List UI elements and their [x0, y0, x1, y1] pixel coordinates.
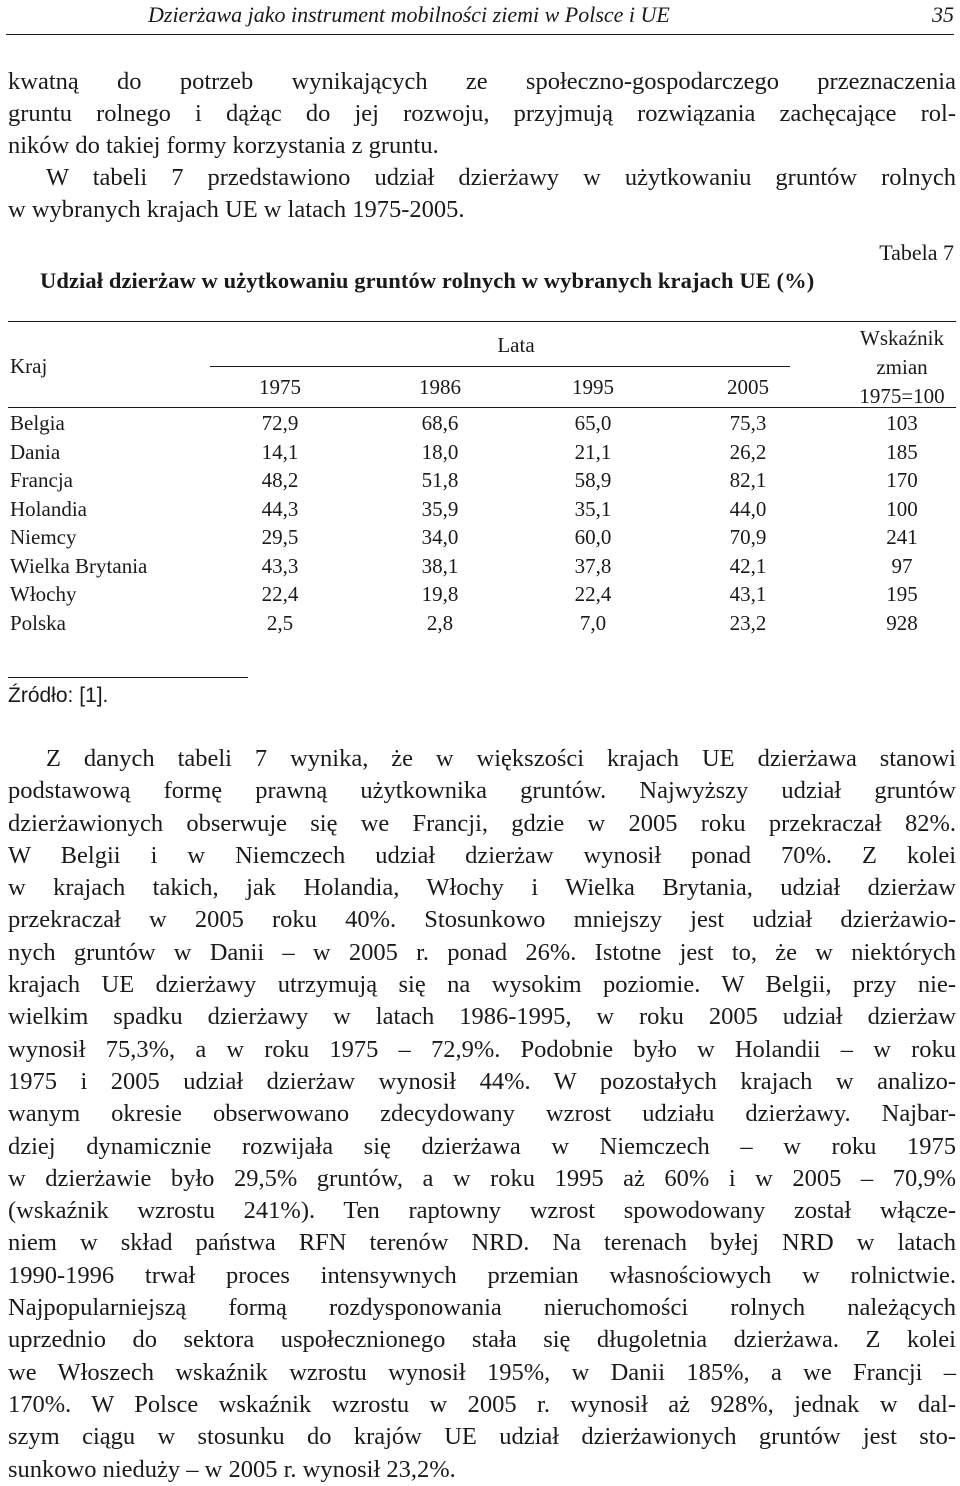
text-line: szym ciągu w stosunku do krajów UE udział dzierżawionych gruntów jest sto- — [8, 1423, 956, 1451]
table-title: Udział dzierżaw w użytkowaniu gruntów rolnych w wybranych krajach UE (%) — [40, 268, 815, 293]
text-line: dzierżawionych obserwuje się we Francji, gdzie w 2005 roku przekraczał 82%. — [8, 809, 956, 837]
cell-country: Polska — [10, 610, 67, 635]
cell-value: 22,4 — [574, 582, 612, 606]
cell-value: 42,1 — [729, 553, 767, 578]
text-line: nych gruntów w Danii – w 2005 r. ponad 26%. Istotne jest to, że w niektórych — [8, 938, 956, 966]
header-year: 1975 — [259, 375, 301, 399]
cell-country: Francja — [10, 468, 73, 492]
cell-index: 241 — [886, 525, 918, 549]
cell-value: 75,3 — [729, 411, 767, 435]
header-country: Kraj — [10, 354, 48, 378]
text-line: w wybranych krajach UE w latach 1975-2005. — [8, 196, 465, 223]
cell-value: 82,1 — [729, 468, 767, 492]
cell-country: Niemcy — [10, 525, 77, 549]
cell-value: 70,9 — [729, 525, 767, 549]
source-rule — [8, 677, 248, 678]
cell-country: Wielka Brytania — [10, 553, 148, 578]
running-title: Dzierżawa jako instrument mobilności ziemi w Polsce i UE — [148, 2, 670, 27]
cell-value: 21,1 — [574, 439, 612, 464]
cell-value: 18,0 — [421, 439, 459, 464]
header-index: Wskaźnik — [860, 326, 944, 350]
years-rule — [210, 366, 790, 367]
cell-country: Belgia — [10, 411, 65, 435]
cell-country: Włochy — [10, 582, 77, 606]
cell-value: 35,9 — [421, 496, 459, 521]
text-line: niem w skład państwa RFN terenów NRD. Na terenach byłej NRD w latach — [8, 1229, 956, 1257]
text-line: uprzednio do sektora uspołecznionego stała się długoletnia dzierżawa. Z kolei — [8, 1326, 956, 1354]
text-line: 1975 i 2005 udział dzierżaw wynosił 44%. W pozostałych krajach w analizo- — [8, 1067, 956, 1095]
text-line: w krajach takich, jak Holandia, Włochy i Wielka Brytania, udział dzierżaw — [8, 874, 956, 902]
cell-index: 185 — [886, 439, 918, 464]
text-line: przekraczał w 2005 roku 40%. Stosunkowo mniejszy jest udział dzierżawio- — [8, 906, 956, 934]
cell-value: 72,9 — [261, 411, 299, 435]
text-line: gruntu rolnego i dążąc do jej rozwoju, przyjmują rozwiązania zachęcające rol- — [8, 100, 956, 127]
text-line: wanym okresie obserwowano zdecydowany wzrost udziału dzierżawy. Najbar- — [8, 1100, 956, 1128]
text-line: dziej dynamicznie rozwijała się dzierżawa w Niemczech – w roku 1975 — [8, 1132, 956, 1160]
text-line: Z danych tabeli 7 wynika, że w większości krajach UE dzierżawa stanowi — [46, 745, 956, 772]
cell-index: 928 — [886, 610, 918, 635]
header-index: zmian — [876, 355, 928, 379]
cell-value: 35,1 — [574, 496, 612, 521]
text-line: sunkowo nieduży – w 2005 r. wynosił 23,2%. — [8, 1455, 456, 1483]
text-line: wynosił 75,3%, a w roku 1975 – 72,9%. Podobnie było w Holandii – w roku — [8, 1035, 956, 1063]
table-source: Źródło: [1]. — [8, 684, 109, 707]
intro-paragraph — [8, 66, 956, 226]
text-line: ników do takiej formy korzystania z gruntu. — [8, 132, 439, 159]
header-rule — [6, 34, 954, 35]
table-label: Tabela 7 — [879, 240, 954, 265]
cell-index: 170 — [886, 468, 918, 492]
text-line: Najpopularniejszą formą rozdysponowania nieruchomości rolnych należących — [8, 1294, 956, 1322]
page-number: 35 — [932, 2, 954, 27]
cell-value: 60,0 — [574, 525, 612, 549]
text-line: (wskaźnik wzrostu 241%). Ten raptowny wzrost spowodowany został włącze- — [8, 1197, 956, 1225]
header-year: 1995 — [572, 375, 614, 399]
cell-index: 97 — [891, 553, 913, 578]
cell-value: 51,8 — [421, 468, 459, 492]
analysis-paragraph — [8, 743, 956, 1486]
cell-value: 7,0 — [579, 610, 607, 635]
text-line: we Włoszech wskaźnik wzrostu wynosił 195%, w Danii 185%, a we Francji – — [8, 1358, 956, 1386]
text-line: wielkim spadku dzierżawy w latach 1986-1995, w roku 2005 udział dzierżaw — [8, 1003, 956, 1031]
text-line: 170%. W Polsce wskaźnik wzrostu w 2005 r. wynosił aż 928%, jednak w dal- — [8, 1390, 956, 1418]
cell-value: 29,5 — [261, 525, 299, 549]
running-head — [0, 0, 960, 32]
header-year: 1986 — [419, 375, 461, 399]
text-line: W tabeli 7 przedstawiono udział dzierżawy w użytkowaniu gruntów rolnych — [46, 164, 956, 191]
cell-value: 38,1 — [421, 553, 459, 578]
header-index: 1975=100 — [859, 384, 945, 408]
cell-value: 43,3 — [261, 553, 299, 578]
cell-value: 2,8 — [426, 610, 454, 635]
text-line: krajach UE dzierżawy utrzymują się na wysokim poziomie. W Belgii, przy nie- — [8, 971, 956, 999]
cell-value: 44,0 — [729, 496, 767, 521]
cell-value: 68,6 — [421, 411, 459, 435]
cell-value: 19,8 — [421, 582, 459, 606]
cell-value: 65,0 — [574, 411, 612, 435]
cell-value: 26,2 — [729, 439, 767, 464]
cell-value: 58,9 — [574, 468, 612, 492]
cell-index: 195 — [886, 582, 918, 606]
text-line: podstawową formę prawną użytkownika gruntów. Najwyższy udział gruntów — [8, 777, 956, 805]
text-line: w dzierżawie było 29,5% gruntów, a w roku 1995 aż 60% i w 2005 – 70,9% — [8, 1164, 956, 1192]
cell-value: 43,1 — [729, 582, 767, 606]
cell-country: Holandia — [10, 496, 87, 521]
cell-value: 44,3 — [261, 496, 299, 521]
header-year: 2005 — [727, 375, 769, 399]
table-header-rule — [8, 407, 956, 408]
table-top-rule — [8, 321, 956, 322]
text-line: W Belgii i w Niemczech udział dzierżaw wynosił ponad 70%. Z kolei — [8, 841, 956, 869]
cell-value: 22,4 — [261, 582, 299, 606]
cell-value: 14,1 — [261, 439, 299, 464]
header-years-group: Lata — [497, 333, 535, 357]
cell-value: 2,5 — [266, 610, 294, 635]
text-line: 1990-1996 trwał proces intensywnych przemian własnościowych w rolnictwie. — [8, 1261, 956, 1289]
cell-value: 23,2 — [729, 610, 767, 635]
text-line: kwatną do potrzeb wynikających ze społeczno-gospodarczego przeznaczenia — [8, 68, 956, 95]
cell-country: Dania — [10, 439, 61, 464]
cell-index: 100 — [886, 496, 918, 521]
cell-value: 34,0 — [421, 525, 459, 549]
cell-index: 103 — [886, 411, 918, 435]
cell-value: 37,8 — [574, 553, 612, 578]
cell-value: 48,2 — [261, 468, 299, 492]
